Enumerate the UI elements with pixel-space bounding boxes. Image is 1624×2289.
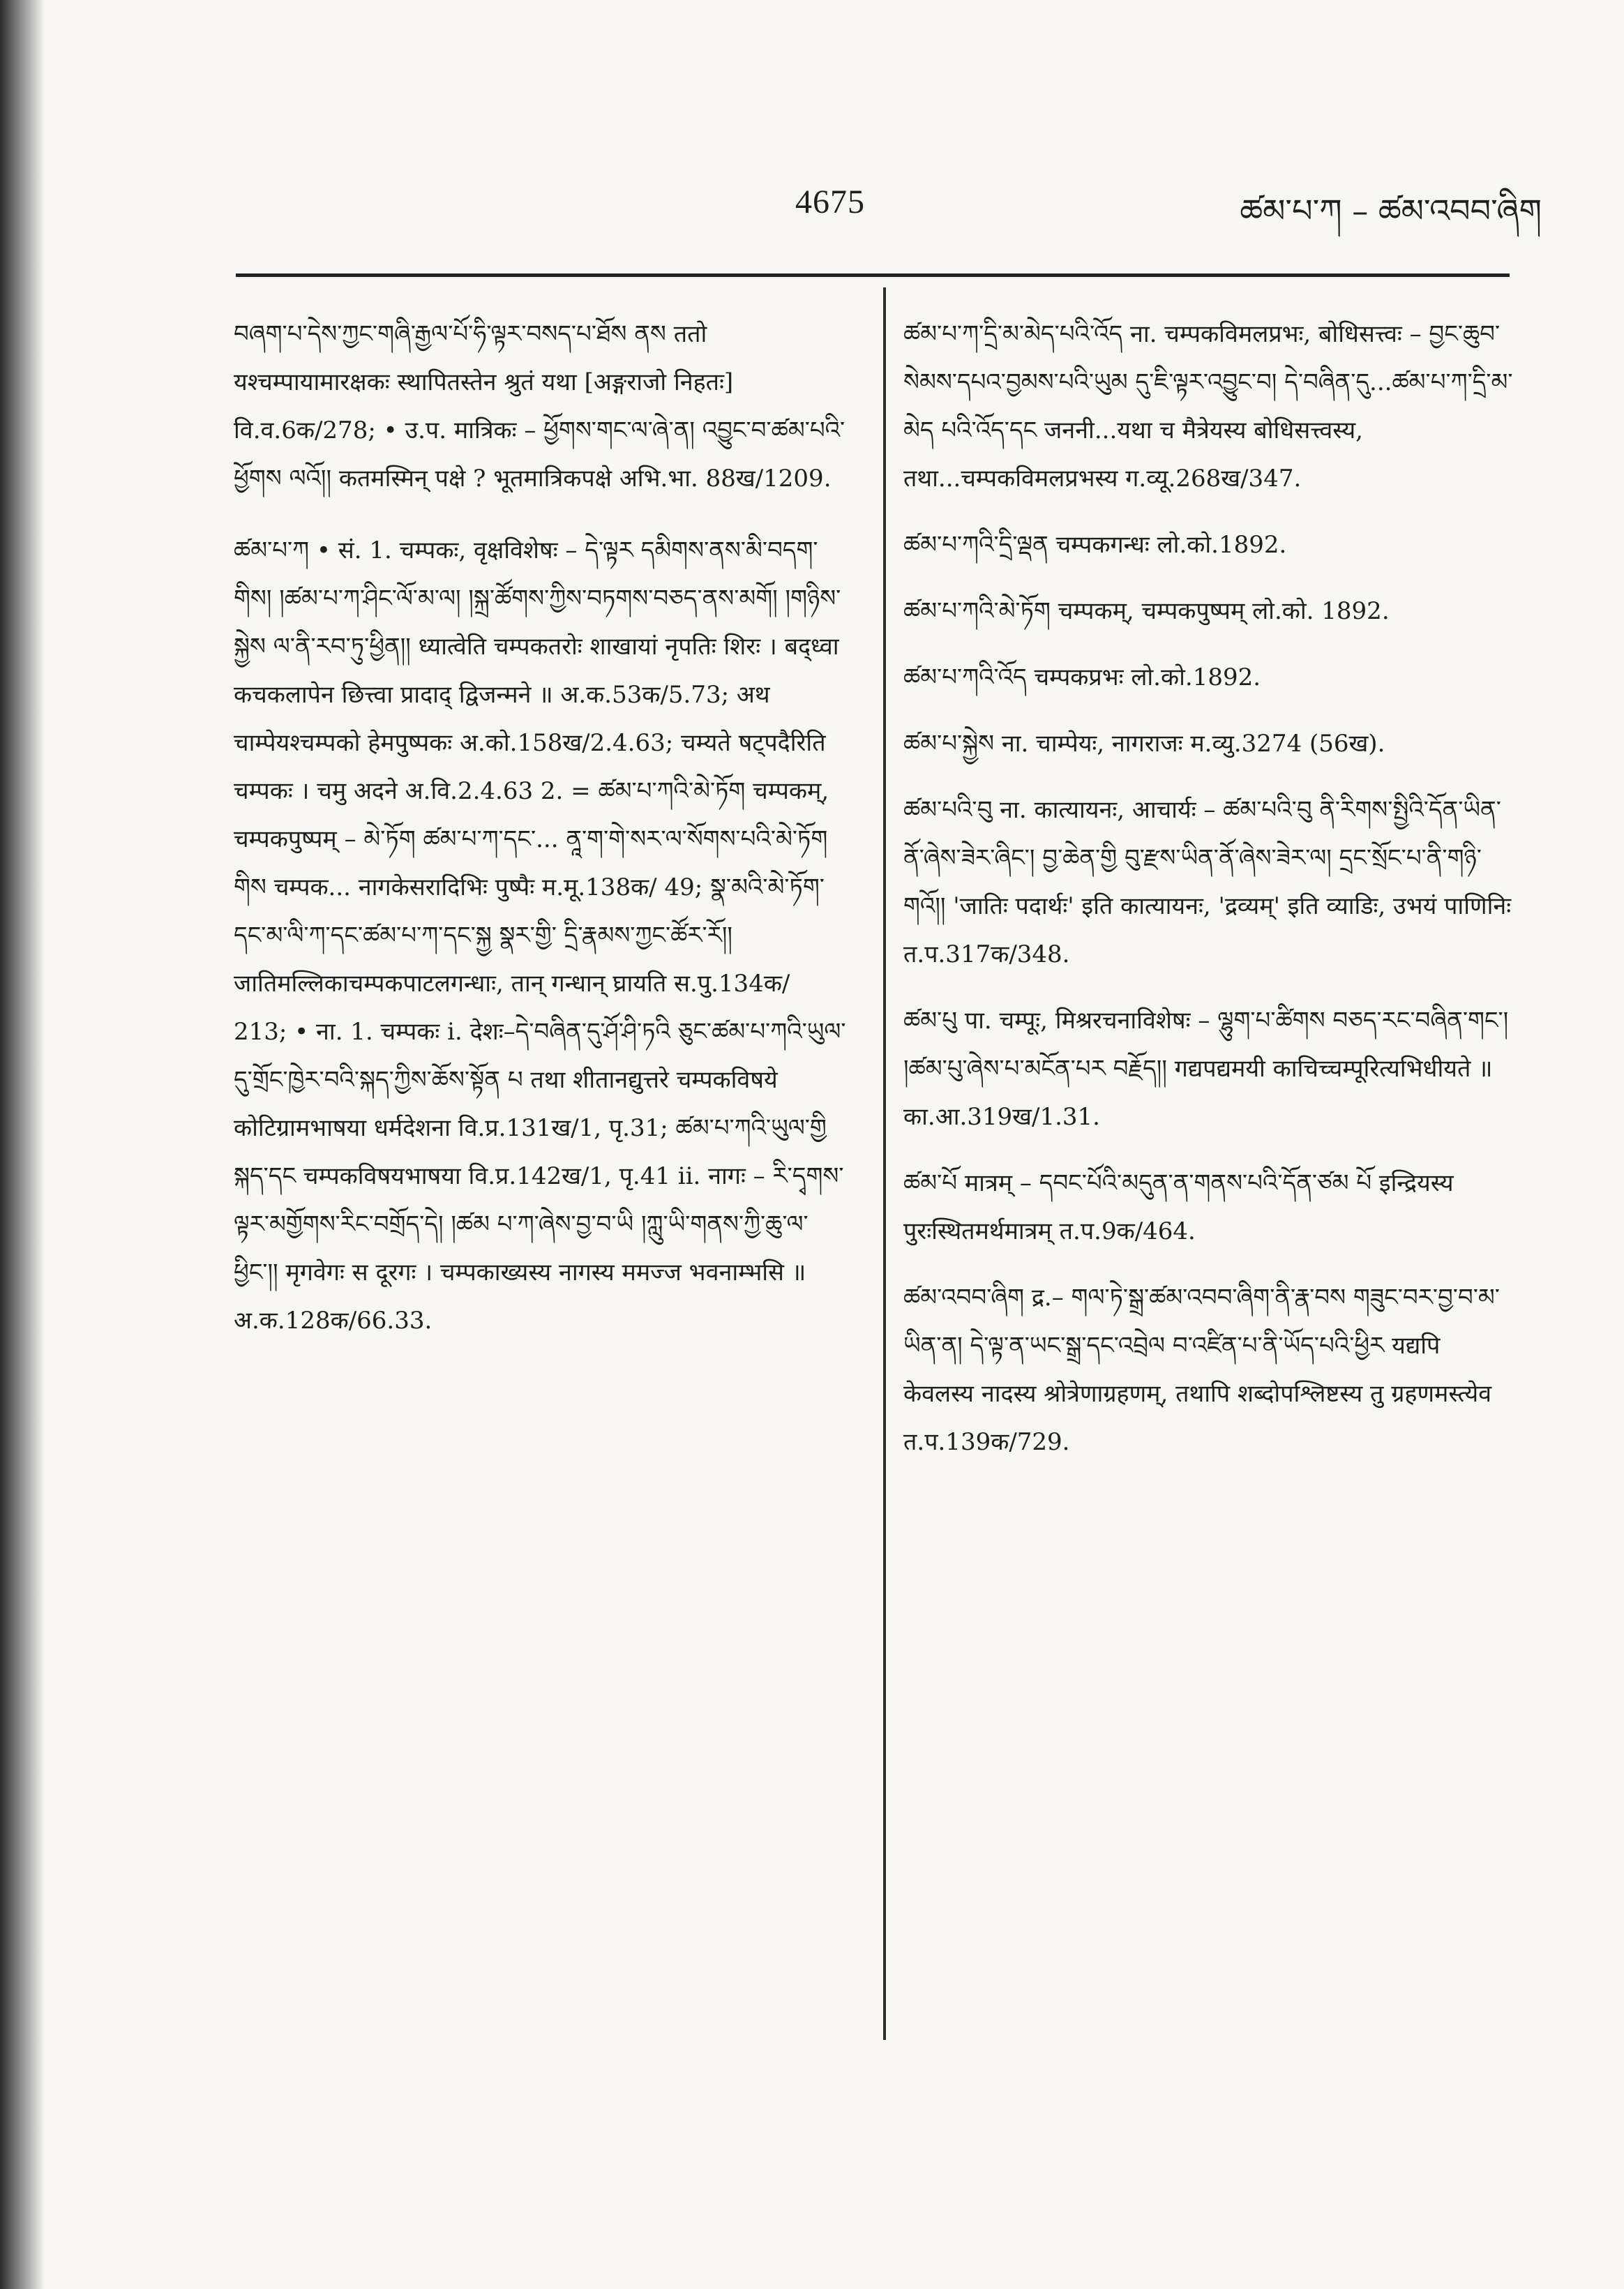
dictionary-entry: ཚམ་པོ मात्रम् – དབང་པོའི་མདུན་ན་གནས་པའི་དོན་ཙམ པོ इन्द्रियस्य पुरःस्थितमर्थमात्रम् त.प.9क/464. (903, 1169, 1454, 1245)
dictionary-entry: ཚམ་པ་ཀ • सं. 1. चम्पकः, वृक्षविशेषः – དེ་ལྟར དམིགས་ནས་མི་བདག་གིས། །ཚམ་པ་ཀ་ཤིང་ལོ་མ་ལ། །སྐྲ་ཚོགས་ཀྱིས་བཏགས་བཅད་ནས་མགོ། །གཉིས་སྐྱེས ལ་ནི་རབ་ཏུ་ཕྱིན།། ध्यात्वेति चम्पकतरोः शाखायां नृपतिः शिरः । बद्ध्वा कचकलापेन छित्त्वा प्रादाद् द्विजन्मने ॥ अ.क.53क/5.73; अथ चाम्पेयश्चम्पको हेमपुष्पकः अ.को.158ख/2.4.63; चम्यते षट्पदैरिति चम्पकः । चमु अदने अ.वि.2.4.63 2. = ཚམ་པ་ཀའི་མེ་ཏོག चम्पकम्, चम्पकपुष्पम् – མེ་ཏོག ཚམ་པ་ཀ་དང་... ནཱ་ག་གེ་སར་ལ་སོགས་པའི་མེ་ཏོག གིས चम्पक... नागकेसरादिभिः पुष्पैः म.मू.138क/ 49; སྣ་མའི་མེ་ཏོག་དང་མ་ལི་ཀ་དང་ཚམ་པ་ཀ་དང་སྐྱ སྣར་གྱི་ དྲི་རྣམས་ཀྱང་ཚོར་རོ།། जातिमल्लिकाचम्पकपाटलगन्धाः, तान् गन्धान् घ्रायति स.पु.134क/ 213; • ना. 1. चम्पकः i. देशः–དེ་བཞིན་དུ་ཤོ་ཤི་ཏའི ཅུང་ཚམ་པ་ཀའི་ཡུལ་དུ་གྲོང་ཁྱེར་བའི་སྐད་ཀྱིས་ཆོས་སྟོན པ तथा शीतानद्युत्तरे चम्पकविषये कोटिग्रामभाषया धर्मदेशना वि.प्र.131ख/1, पृ.31; ཚམ་པ་ཀའི་ཡུལ་གྱི སྐད་དང चम्पकविषयभाषया वि.प्र.142ख/1, पृ.41 ii. नागः – རི་དྭགས་ལྟར་མགྱོགས་རིང་བགྲོད་དེ། །ཚམ པ་ཀ་ཞེས་བྱ་བ་ཡི །ཀླུ་ཡི་གནས་ཀྱི་ཆུ་ལ་ཕྱིང་།། मृगवेगः स दूरगः । चम्पकाख्यस्य नागस्य ममज्ज भवनाम्भसि ॥ अ.क.128क/66.33. (234, 536, 846, 1335)
dictionary-entry: བཞག་པ་དེས་ཀྱང་གཞི་རྒྱལ་པོ་ཧི་ལྟར་བསད་པ་ཐོས ནས ततो यश्चम्पायामारक्षकः स्थापितस्तेन श्रुतं यथा [अङ्गराजो निहतः] वि.व.6क/278; • उ.प. मात्रिकः – ཕྱོགས་གང་ལ་ཞེ་ན། འབྱུང་བ་ཚམ་པའི་ཕྱོགས ལའོ།། कतमस्मिन् पक्षे ? भूतमात्रिकपक्षे अभि.भा. 88ख/1209. (234, 320, 845, 493)
dictionary-entry: ཚམ་པའི་བུ ना. कात्यायनः, आचार्यः – ཚམ་པའི་བུ ནི་རིགས་སྤྱིའི་དོན་ཡིན་ནོ་ཞེས་ཟེར་ཞིང་། བྱ་ཆེན་གྱི བུ་རྫས་ཡིན་ནོ་ཞེས་ཟེར་ལ། དྲང་སྲོང་པ་ནི་གཉི་གའོ།། 'जातिः पदार्थः' इति कात्यायनः, 'द्रव्यम्' इति व्याडिः, उभयं पाणिनिः त.प.317क/348. (903, 796, 1512, 968)
dictionary-entry: ཚམ་པུ पा. चम्पूः, मिश्ररचनाविशेषः – ལྷུག་པ་ཚིགས བཅད་རང་བཞིན་གང་། །ཚམ་པུ་ཞེས་པ་མངོན་པར བརྗོད།། गद्यपद्यमयी काचिच्चम्पूरित्यभिधीयते ॥ का.आ.319ख/1.31. (903, 1007, 1509, 1131)
dictionary-entry: ཚམ་འབབ་ཞིག द्र.– གལ་ཏེ་སྒྲ་ཚམ་འབབ་ཞིག་ནི་རྣ་བས གཟུང་བར་བྱ་བ་མ་ཡིན་ན། དེ་ལྟ་ན་ཡང་སྒྲ་དང་འབྲེལ བ་འཛིན་པ་ནི་ཡོད་པའི་ཕྱིར यद्यपि केवलस्य नादस्य श्रोत्रेणाग्रहणम्, तथापि शब्दोपश्लिष्टस्य तु ग्रहणमस्त्येव त.प.139क/729. (903, 1284, 1500, 1456)
dictionary-entry: ཚམ་པ་ཀ་དྲི་མ་མེད་པའི་འོད ना. चम्पकविमलप्रभः, बोधिसत्त्वः – བྱང་ཆུབ་སེམས་དཔའ་བྱམས་པའི་ཡུམ དུ་ཇི་ལྟར་འབྱུང་བ། དེ་བཞིན་དུ...ཚམ་པ་ཀ་དྲི་མ་མེད པའི་འོད་དང जननी...यथा च मैत्रेयस्य बोधिसत्त्वस्य, तथा...चम्पकविमलप्रभस्य ग.व्यू.268ख/347. (903, 320, 1513, 493)
header-rule (236, 273, 1510, 277)
dictionary-entry: ཚམ་པ་ཀའི་འོད चम्पकप्रभः लो.को.1892. (903, 663, 1261, 691)
left-column (234, 310, 848, 2055)
dictionary-entry: ཚམ་པ་ཀའི་མེ་ཏོག चम्पकम्, चम्पकपुष्पम् लो.को. 1892. (903, 597, 1390, 625)
scan-binding-edge (0, 0, 45, 2289)
dictionary-entry: ཚམ་པ་སྐྱེས ना. चाम्पेयः, नागराजः म.व्यु.3274 (56ख). (903, 730, 1385, 758)
dictionary-entry: ཚམ་པ་ཀའི་དྲི་ལྡན चम्पकगन्धः लो.को.1892. (903, 531, 1287, 559)
page-number: 4675 (795, 183, 865, 220)
column-divider (883, 287, 886, 2040)
running-head: ཚམ་པ་ཀ – ཚམ་འབབ་ཞིག (1240, 192, 1542, 230)
right-column (903, 310, 1517, 2055)
